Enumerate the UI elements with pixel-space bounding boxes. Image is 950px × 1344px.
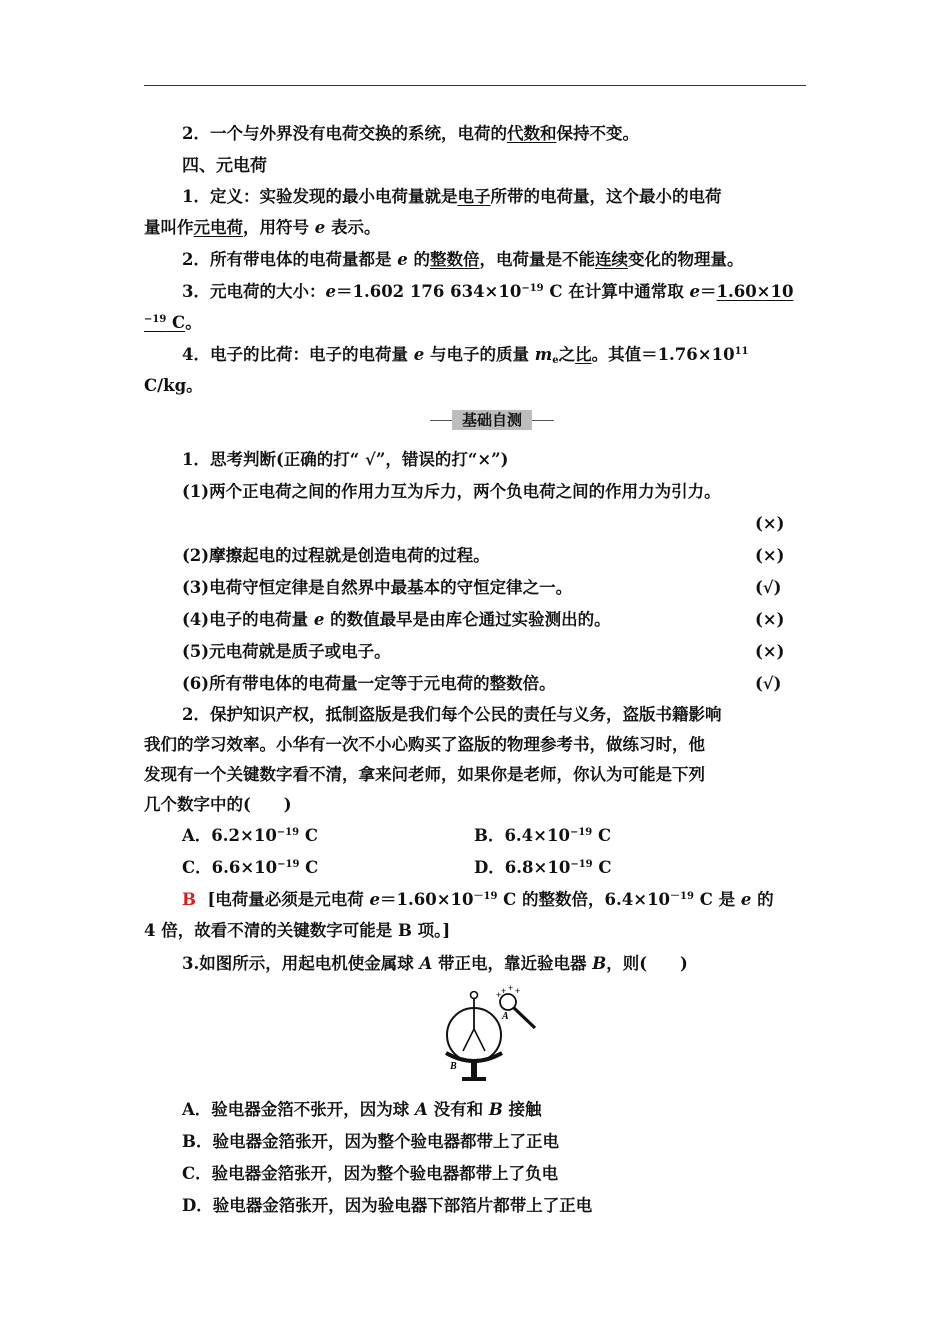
- text-run: 1．定义：实验发现的最小电荷量就是: [182, 187, 458, 206]
- symbol: e: [313, 610, 325, 629]
- option-unit: C: [299, 826, 318, 845]
- q1-item-3: (3)电荷守恒定律是自然界中最基本的守恒定律之一。: [182, 578, 573, 597]
- text-run: 4．电子的比荷：电子的电荷量: [182, 345, 414, 364]
- text-run: C 的整数倍，6.4×10: [497, 890, 671, 909]
- banner-rule-left: [430, 420, 452, 421]
- q2-stem-line-4: 几个数字中的( ): [144, 795, 292, 814]
- q2-stem-line-3: 发现有一个关键数字看不清，拿来问老师，如果你是老师，你认为可能是下列: [144, 765, 705, 784]
- banner-rule-right: [532, 420, 554, 421]
- q1-item-4-mark: (×): [755, 610, 785, 629]
- plus-sign: +: [515, 986, 521, 996]
- q3-option-d: D．验电器金箔张开，因为验电器下部箔片都带上了正电: [182, 1196, 593, 1215]
- q3-option-c: C．验电器金箔张开，因为整个验电器都带上了负电: [182, 1164, 559, 1183]
- q1-item-3-mark: (√): [755, 578, 782, 597]
- text-run: 接触: [502, 1100, 542, 1119]
- q1-item-4: [182, 608, 806, 632]
- sphere-a: [500, 994, 516, 1010]
- text-run: ，用符号: [243, 218, 315, 237]
- q2-option-c: [182, 856, 462, 880]
- text-run: 变化的物理量。: [627, 250, 744, 269]
- q2-option-a: [182, 824, 462, 848]
- text-run: 的: [407, 250, 430, 269]
- text-run: 表示。: [325, 218, 381, 237]
- exponent: 11: [734, 346, 749, 357]
- option-text: B．6.4×10: [474, 826, 570, 845]
- text-run: 3.如图所示，用起电机使金属球: [182, 954, 420, 973]
- header-rule: [144, 85, 806, 86]
- text-run: 保持不变。: [556, 124, 639, 143]
- text-run: A．验电器金箔不张开，因为球: [182, 1100, 416, 1119]
- specific-charge-line-2: C/kg。: [144, 376, 203, 395]
- text-run: ，则( ): [606, 954, 688, 973]
- definition-line-1: [182, 185, 806, 209]
- q2-option-d: [474, 856, 774, 880]
- blank-answer: 元电荷: [193, 218, 243, 237]
- text-run: 之: [558, 345, 576, 364]
- q1-item-2-mark: (×): [755, 546, 785, 565]
- option-unit: C: [592, 858, 612, 877]
- blank-answer: 整数倍: [429, 250, 480, 269]
- symbol: e: [314, 218, 326, 237]
- q1-item-2: (2)摩擦起电的过程就是创造电荷的过程。: [182, 546, 490, 565]
- charge-value-line-1: [182, 280, 806, 304]
- conservation-statement: [182, 122, 806, 146]
- electroscope-leaf-right: [474, 1029, 485, 1051]
- text-run: 。其值＝1.76×10: [591, 345, 735, 364]
- text-run: ＝1.602 176 634×10: [335, 282, 522, 301]
- q1-item-6: (6)所有带电体的电荷量一定等于元电荷的整数倍。: [182, 674, 556, 693]
- symbol: A: [415, 1100, 428, 1119]
- exponent: −19: [277, 859, 300, 870]
- charge-value-line-2: [144, 311, 806, 335]
- symbol: A: [419, 954, 433, 973]
- q1-stem: 1．思考判断(正确的打“ √”，错误的打“×”): [182, 450, 509, 469]
- q1-item-1: (1)两个正电荷之间的作用力互为斥力，两个负电荷之间的作用力为引力。: [182, 482, 721, 501]
- text-run: ＝1.60×10: [380, 890, 474, 909]
- electroscope-knob: [471, 992, 478, 999]
- electroscope-figure: [438, 985, 542, 1085]
- q1-item-6-mark: (√): [755, 674, 782, 693]
- blank-answer: C: [166, 313, 186, 332]
- electroscope-foot: [462, 1077, 486, 1081]
- electroscope-stand: [471, 1061, 477, 1077]
- symbol: m: [534, 345, 553, 364]
- exponent: －19: [670, 891, 694, 902]
- section-heading: 四、元电荷: [182, 156, 267, 176]
- text-run: 所带的电荷量，这个最小的电荷: [490, 187, 722, 206]
- q3-option-b: B．验电器金箔张开，因为整个验电器都带上了正电: [182, 1132, 559, 1151]
- blank-answer: 代数和: [506, 124, 557, 143]
- q2-answer-line-2: 4 倍，故看不清的关键数字可能是 B 项。]: [144, 921, 451, 940]
- text-run: ，电荷量是不能: [479, 250, 595, 269]
- q2-stem-line-1: 2．保护知识产权，抵制盗版是我们每个公民的责任与义务，盗版书籍影响: [182, 705, 722, 724]
- q1-item-1-mark: (×): [755, 514, 785, 533]
- option-unit: C: [592, 826, 612, 845]
- text-run: 。: [185, 313, 202, 332]
- blank-answer: 1.60×10: [716, 282, 794, 301]
- exponent: −19: [276, 827, 300, 838]
- text-run: ＝: [699, 282, 717, 301]
- integer-multiple-line: [182, 248, 806, 272]
- text-run: 与电子的质量: [424, 345, 535, 364]
- symbol: e: [689, 282, 700, 301]
- definition-line-2: [144, 216, 806, 240]
- exponent: −19: [521, 283, 544, 294]
- text-run: (4)电子的电荷量: [182, 610, 314, 629]
- symbol: e: [369, 890, 381, 909]
- text-run: C 是: [693, 890, 741, 909]
- symbol: B: [592, 954, 607, 973]
- subscript: e: [552, 355, 559, 366]
- label-a: A: [502, 1011, 509, 1022]
- text-run: 的数值最早是由库仑通过实验测出的。: [324, 610, 611, 629]
- option-text: C．6.6×10: [182, 858, 278, 877]
- text-run: 3．元电荷的大小：: [182, 282, 326, 301]
- q3-option-a: [182, 1098, 806, 1122]
- text-run: 没有和: [427, 1100, 489, 1119]
- symbol: e: [397, 250, 408, 269]
- exponent: －19: [473, 891, 498, 902]
- exponent: −19: [569, 827, 593, 838]
- q3-stem: [182, 952, 806, 976]
- sphere-a-handle: [514, 1008, 535, 1028]
- blank-answer: 电子: [457, 187, 491, 206]
- q1-item-5: (5)元电荷就是质子或电子。: [182, 642, 391, 661]
- plus-sign: +: [496, 990, 502, 1000]
- answer-letter: B: [182, 890, 196, 909]
- q2-stem-line-2: 我们的学习效率。小华有一次不小心购买了盗版的物理参考书，做练习时，他: [144, 735, 705, 754]
- specific-charge-line-1: [182, 343, 806, 367]
- q2-answer-line-1: [182, 888, 806, 912]
- text-run: 2．一个与外界没有电荷交换的系统，电荷的: [182, 124, 507, 143]
- text-run: C 在计算中通常取: [543, 282, 690, 301]
- symbol: B: [488, 1100, 503, 1119]
- symbol: e: [740, 890, 752, 909]
- exponent: −19: [144, 314, 167, 325]
- label-b: B: [450, 1061, 457, 1072]
- plus-sign: +: [501, 986, 507, 996]
- option-text: A．6.2×10: [182, 826, 277, 845]
- text-run: 的: [751, 890, 774, 909]
- q1-item-5-mark: (×): [755, 642, 785, 661]
- blank-answer: 连续: [594, 250, 628, 269]
- option-unit: C: [299, 858, 319, 877]
- symbol: e: [325, 282, 336, 301]
- banner-label: 基础自测: [452, 410, 532, 430]
- option-text: D．6.8×10: [474, 858, 571, 877]
- electroscope-leaf-left: [463, 1029, 474, 1051]
- text-run: 2．所有带电体的电荷量都是: [182, 250, 398, 269]
- q2-option-b: [474, 824, 774, 848]
- symbol: e: [413, 345, 425, 364]
- exponent: −19: [570, 859, 593, 870]
- text-run: 量叫作: [144, 218, 194, 237]
- text-run: 带正电，靠近验电器: [432, 954, 593, 973]
- self-test-banner: [430, 410, 554, 432]
- blank-answer: 比: [575, 345, 592, 364]
- text-run: [电荷量必须是元电荷: [207, 890, 370, 909]
- plus-sign: +: [508, 985, 514, 993]
